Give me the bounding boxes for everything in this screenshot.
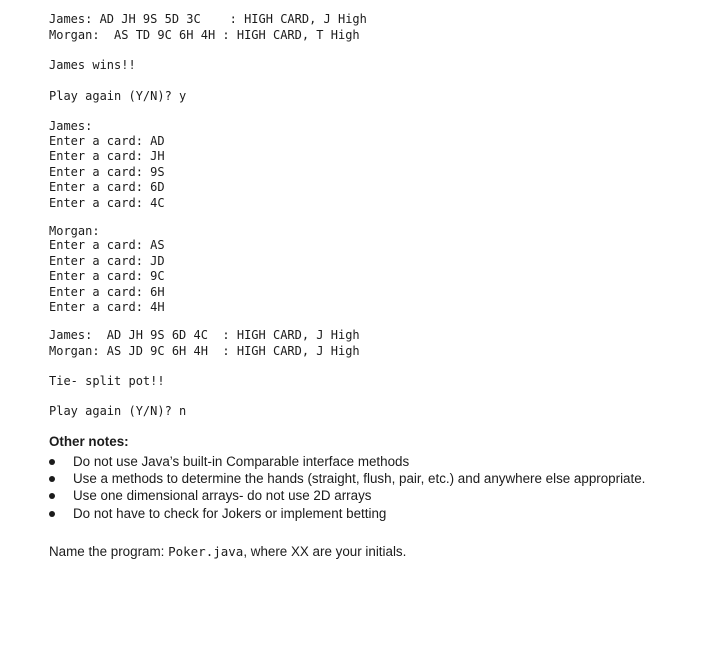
round2-james-line: James: AD JH 9S 6D 4C : HIGH CARD, J High [49,328,360,342]
bullet-icon [49,511,55,517]
program-name-line [49,544,406,560]
program-name-suffix: , where XX are your initials. [243,544,407,559]
notes-item-text: Use one dimensional arrays- do not use 2D arrays [73,487,372,503]
notes-item-text: Do not have to check for Jokers or implement betting [73,505,387,521]
notes-list-item [49,470,645,487]
notes-list-item [49,453,409,470]
morgan-input-line: Enter a card: AS [49,238,165,252]
round2-morgan-line: Morgan: AS JD 9C 6H 4H : HIGH CARD, J High [49,344,360,358]
round1-morgan-line: Morgan: AS TD 9C 6H 4H : HIGH CARD, T High [49,28,360,42]
notes-list-item [49,505,386,522]
round2-result: Tie- split pot!! [49,374,165,388]
notes-item-text: Use a methods to determine the hands (straight, flush, pair, etc.) and anywhere else appropriate. [73,470,646,486]
program-filename: Poker.java [168,544,244,559]
bullet-icon [49,493,55,499]
morgan-input-line: Enter a card: 6H [49,285,165,299]
james-input-line: Enter a card: 9S [49,165,165,179]
bullet-icon [49,459,55,465]
morgan-input-line: Enter a card: JD [49,254,165,268]
play-again-prompt-1: Play again (Y/N)? y [49,89,187,103]
morgan-input-header: Morgan: [49,224,100,238]
notes-item-text: Do not use Java’s built-in Comparable interface methods [73,453,410,469]
james-input-line: Enter a card: 6D [49,180,165,194]
play-again-prompt-2: Play again (Y/N)? n [49,404,187,418]
round1-result: James wins!! [49,58,136,72]
round1-james-line: James: AD JH 9S 5D 3C : HIGH CARD, J High [49,12,367,26]
james-input-line: Enter a card: 4C [49,196,165,210]
program-name-prefix: Name the program: [49,544,169,559]
james-input-line: Enter a card: JH [49,149,165,163]
notes-list-item [49,487,371,504]
james-input-line: Enter a card: AD [49,134,165,148]
bullet-icon [49,476,55,482]
morgan-input-line: Enter a card: 4H [49,300,165,314]
morgan-input-line: Enter a card: 9C [49,269,165,283]
notes-heading: Other notes: [49,434,129,449]
james-input-header: James: [49,119,93,133]
